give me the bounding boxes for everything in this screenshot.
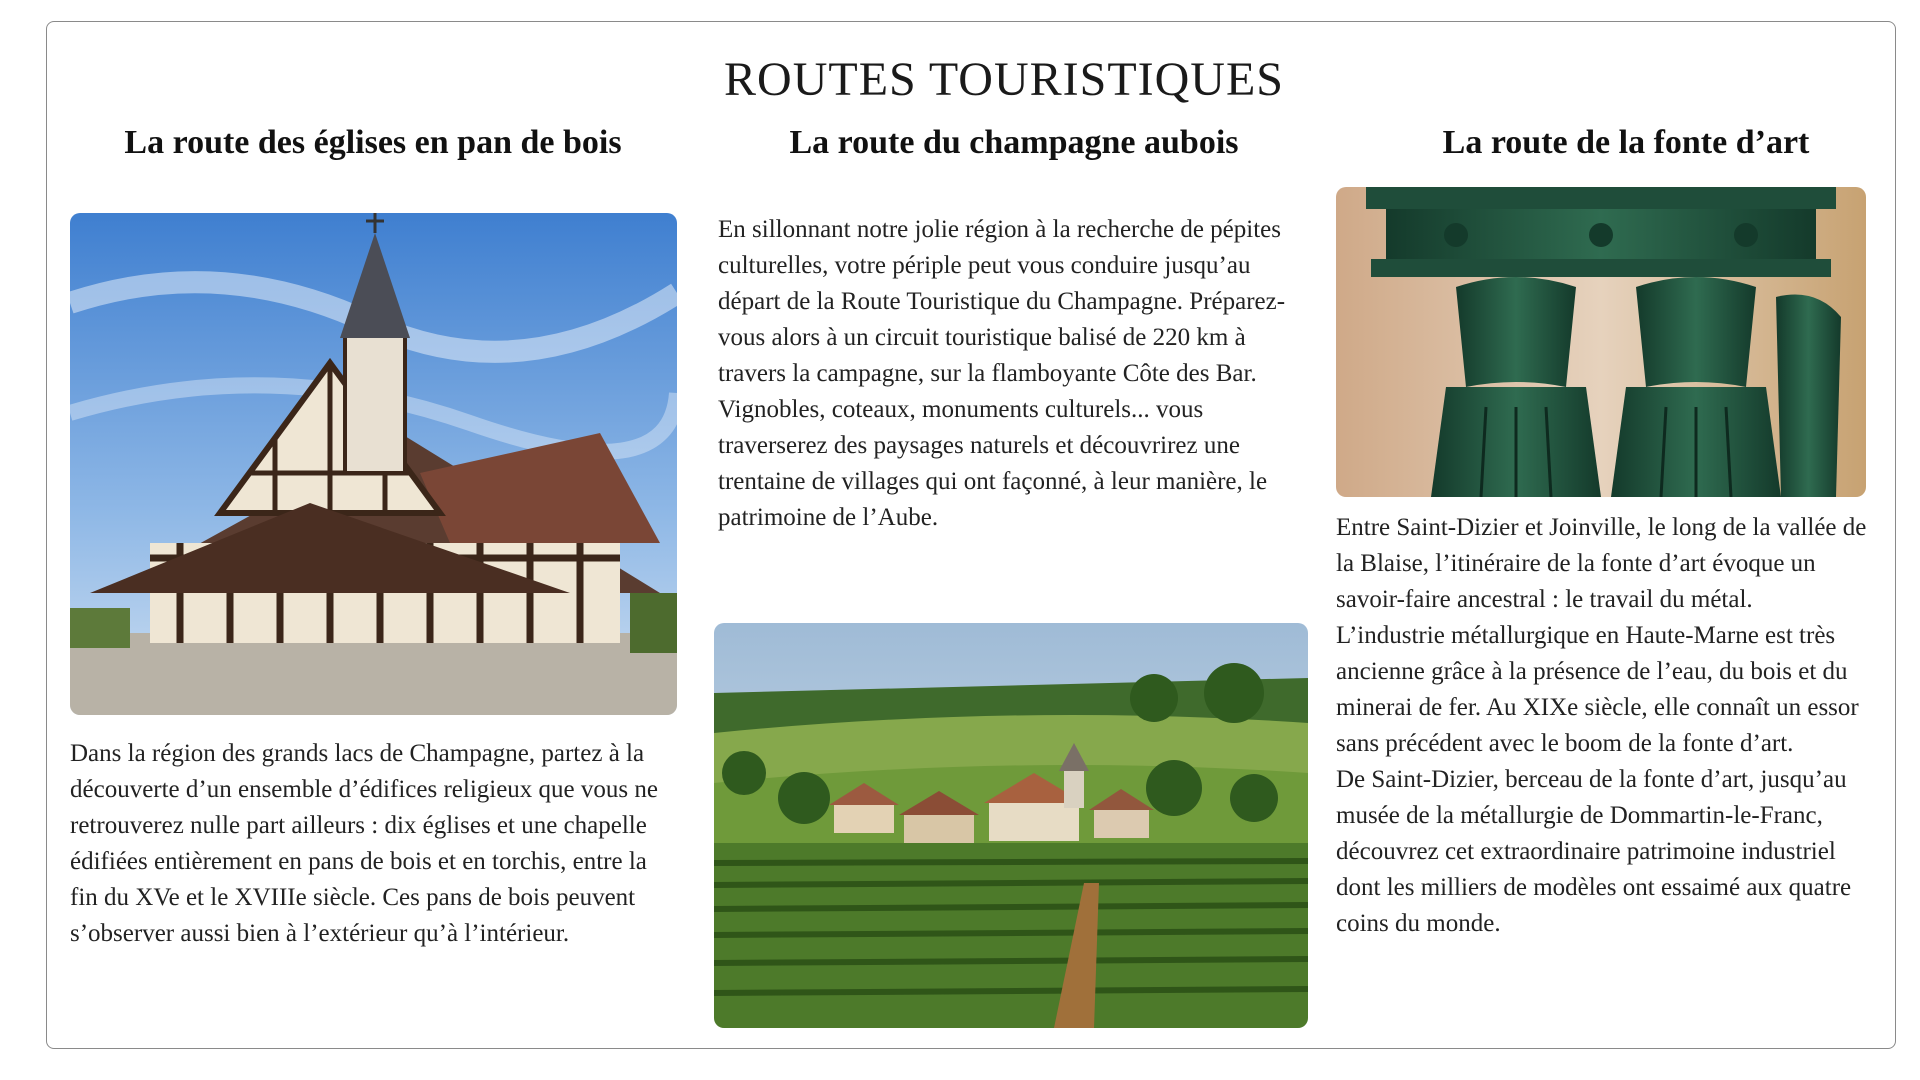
heading-champagne: La route du champagne aubois [789,124,1239,161]
vineyard-photo [714,623,1308,1028]
text-fonte-paragraph: De Saint-Dizier, berceau de la fonte d’art, jusqu’au musée de la métallurgie de Dommartin-le-Franc, découvrez cet extraordinaire patrimoine industriel dont les milliers de modèles ont essaimé aux quatre coins du monde. [1336,766,1852,937]
text-eglises: Dans la région des grands lacs de Champagne, partez à la découverte d’un ensemble d’édifices religieux que vous ne retrouverez nulle part ailleurs : dix églises et une chapelle édifiées entièrement en pans de bois et en torchis, entre la fin du XVe et le XVIIIe siècle. Ces pans de bois peuvent s’observer aussi bien à l’extérieur qu’à l’intérieur. [70,740,658,947]
text-fonte-paragraph: L’industrie métallurgique en Haute-Marne est très ancienne grâce à la présence de l’eau, du bois et du minerai de fer. Au XIXe siècle, elle connaît un essor sans précédent avec le boom de la fonte d’art. [1336,622,1859,757]
heading-fonte: La route de la fonte d’art [1442,124,1810,161]
church-photo [70,213,677,715]
text-fonte-paragraph: Entre Saint-Dizier et Joinville, le long de la vallée de la Blaise, l’itinéraire de la fonte d’art évoque un savoir-faire ancestral : le travail du métal. [1336,514,1867,613]
fountain-photo [1336,187,1866,497]
text-fonte [1336,510,1874,942]
heading-eglises: La route des églises en pan de bois [124,124,622,161]
text-champagne: En sillonnant notre jolie région à la recherche de pépites culturelles, votre périple peut vous conduire jusqu’au départ de la Route Touristique du Champagne. Préparez-vous alors à un circuit touristique balisé de 220 km à travers la campagne, sur la flamboyante Côte des Bar. Vignobles, coteaux, monuments culturels... vous traverserez des paysages naturels et découvrirez une trentaine de villages qui ont façonné, à leur manière, le patrimoine de l’Aube. [718,216,1286,531]
page-title: ROUTES TOURISTIQUES [724,53,1284,106]
